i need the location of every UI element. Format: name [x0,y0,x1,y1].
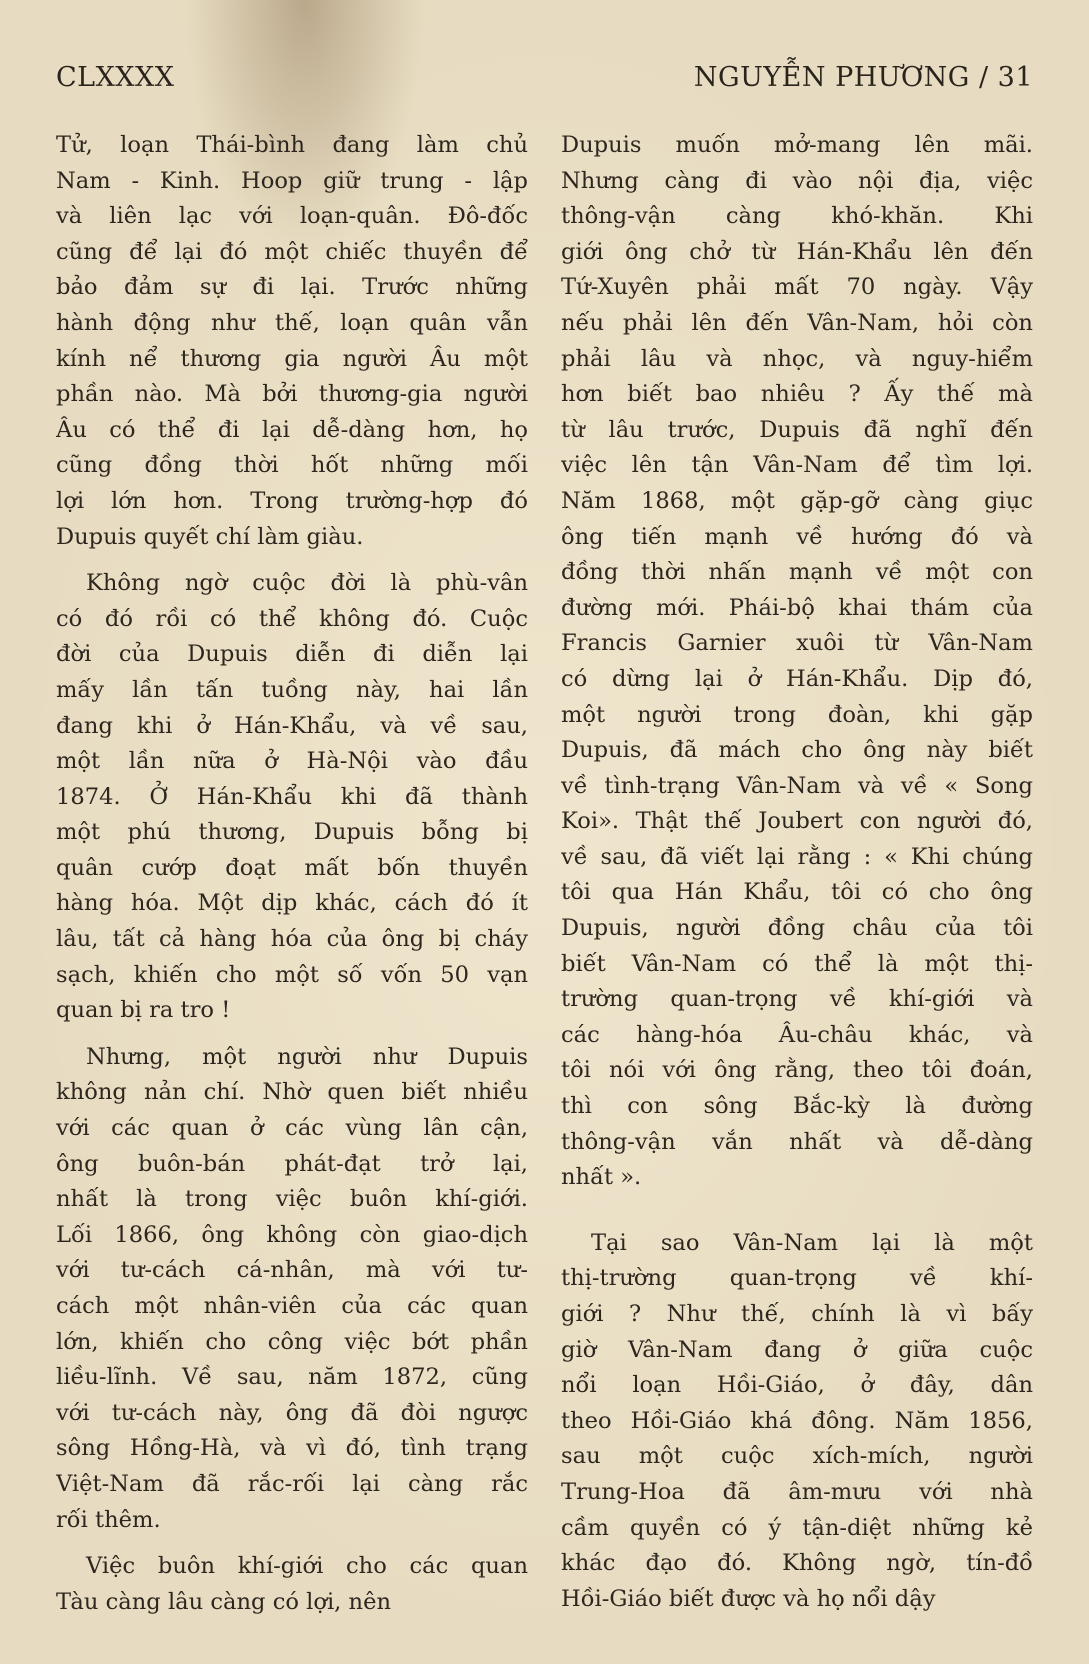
text-line: Dupuis, đã mách cho ông này biết [561,737,1033,764]
text-line: Koi». Thật thế Joubert con người đó, [561,808,1033,835]
text-line: bảo đảm sự đi lại. Trước những [56,274,528,301]
text-line: cũng để lại đó một chiếc thuyền để [56,238,528,265]
text-line: tôi qua Hán Khẩu, tôi có cho ông [561,879,1033,906]
text-line: quan bị ra tro ! [56,997,231,1024]
text-line: nếu phải lên đến Vân-Nam, hỏi còn [561,309,1033,336]
text-line: và liên lạc với loạn-quân. Đô-đốc [56,203,528,230]
text-line: hàng hóa. Một dịp khác, cách đó ít [56,890,528,917]
text-line: sau một cuộc xích-mích, người [561,1443,1033,1470]
text-line: một lần nữa ở Hà-Nội vào đầu [56,748,528,775]
text-line: Trung-Hoa đã âm-mưu với nhà [561,1478,1033,1505]
right-column [561,128,1033,1617]
text-line: giới ? Như thế, chính là vì bấy [561,1301,1033,1327]
text-line: Tàu càng lâu càng có lợi, nên [56,1588,392,1615]
paragraph [56,128,528,555]
paragraph-gap [56,1029,528,1040]
text-line: Việc buôn khí-giới cho các quan [86,1553,528,1580]
text-line: sông Hồng-Hà, và vì đó, tình trạng [56,1435,528,1462]
text-line: thị-trường quan-trọng về khí- [561,1265,1033,1292]
paragraph [561,128,1033,1196]
text-line: hơn biết bao nhiêu ? Ấy thế mà [561,381,1033,408]
author-page-number: NGUYỄN PHƯƠNG / 31 [693,62,1033,93]
text-line: quân cướp đoạt mất bốn thuyền [56,854,528,881]
page-header [56,62,1033,102]
text-line: Âu có thể đi lại dễ-dàng hơn, họ [56,416,528,443]
text-line: Francis Garnier xuôi từ Vân-Nam [561,630,1033,657]
text-line: một người trong đoàn, khi gặp [561,701,1033,728]
paragraph [561,1226,1033,1618]
text-line: Tứ-Xuyên phải mất 70 ngày. Vậy [561,274,1033,301]
text-line: không nản chí. Nhờ quen biết nhiều [56,1079,528,1106]
text-line: với tư-cách này, ông đã đòi ngược [56,1399,528,1426]
text-line: đồng thời nhấn mạnh về một con [561,559,1033,586]
text-line: kính nể thương gia người Âu một [56,345,528,372]
text-line: Việt-Nam đã rắc-rối lại càng rắc [56,1470,528,1497]
text-line: đời của Dupuis diễn đi diễn lại [56,641,528,668]
text-line: Không ngờ cuộc đời là phù-vân [86,570,528,597]
paragraph [56,1549,528,1620]
text-line: từ lâu trước, Dupuis đã nghĩ đến [561,416,1033,443]
text-line: với tư-cách cá-nhân, mà với tư- [56,1257,528,1284]
paragraph-gap [56,1538,528,1549]
text-line: liều-lĩnh. Về sau, năm 1872, cũng [56,1364,528,1391]
text-line: Dupuis muốn mở-mang lên mãi. [561,132,1033,158]
text-line: trường quan-trọng về khí-giới và [561,986,1033,1013]
text-line: với các quan ở các vùng lân cận, [56,1115,528,1142]
text-line: ông buôn-bán phát-đạt trở lại, [56,1150,528,1177]
text-line: giờ Vân-Nam đang ở giữa cuộc [561,1336,1033,1363]
text-line: về sau, đã viết lại rằng : « Khi chúng [561,843,1033,870]
text-line: Nhưng càng đi vào nội địa, việc [561,167,1033,194]
text-line: biết Vân-Nam có thể là một thị- [561,950,1033,977]
text-line: nhất ». [561,1164,642,1191]
paragraph-gap [56,555,528,566]
text-line: cũng đồng thời hốt những mối [56,452,528,479]
paragraph [56,566,528,1029]
text-line: đường mới. Phái-bộ khai thám của [561,594,1033,621]
text-line: Tử, loạn Thái-bình đang làm chủ [56,132,528,158]
text-line: mấy lần tấn tuồng này, hai lần [56,676,528,703]
text-line: 1874. Ở Hán-Khẩu khi đã thành [56,783,528,810]
text-line: rối thêm. [56,1506,161,1533]
text-line: khác đạo đó. Không ngờ, tín-đồ [561,1550,1033,1577]
text-line: thông-vận càng khó-khăn. Khi [561,203,1033,230]
text-line: theo Hồi-Giáo khá đông. Năm 1856, [561,1407,1033,1434]
paragraph-gap [561,1196,1033,1226]
text-line: Hồi-Giáo biết được và họ nổi dậy [561,1585,936,1612]
text-line: Dupuis, người đồng châu của tôi [561,915,1033,942]
text-line: lớn, khiến cho công việc bớt phần [56,1328,528,1355]
text-line: về tình-trạng Vân-Nam và về « Song [561,772,1033,799]
text-line: cầm quyền có ý tận-diệt những kẻ [561,1514,1033,1541]
text-line: lâu, tất cả hàng hóa của ông bị cháy [56,926,528,953]
text-line: phần nào. Mà bởi thương-gia người [56,381,528,408]
text-line: có dừng lại ở Hán-Khẩu. Dịp đó, [561,665,1033,692]
text-line: ông tiến mạnh về hướng đó và [561,523,1033,550]
text-line: hành động như thế, loạn quân vẫn [56,309,528,336]
text-line: sạch, khiến cho một số vốn 50 vạn [56,961,528,988]
text-line: nhất là trong việc buôn khí-giới. [56,1186,528,1213]
text-line: thì con sông Bắc-kỳ là đường [561,1093,1033,1120]
paragraph [56,1040,528,1538]
text-line: cách một nhân-viên của các quan [56,1293,528,1319]
text-line: Nhưng, một người như Dupuis [86,1043,528,1070]
chapter-numeral: CLXXXX [56,62,175,93]
text-line: Năm 1868, một gặp-gỡ càng giục [561,487,1033,514]
text-line: tôi nói với ông rằng, theo tôi đoán, [561,1057,1033,1084]
text-line: Tại sao Vân-Nam lại là một [591,1229,1033,1256]
text-line: thông-vận vắn nhất và dễ-dàng [561,1128,1033,1155]
text-line: một phú thương, Dupuis bỗng bị [56,819,528,846]
text-line: Lối 1866, ông không còn giao-dịch [56,1221,528,1248]
text-line: Nam - Kinh. Hoop giữ trung - lập [56,167,528,194]
text-line: giới ông chở từ Hán-Khẩu lên đến [561,238,1033,265]
text-line: có đó rồi có thể không đó. Cuộc [56,605,528,632]
text-line: nổi loạn Hồi-Giáo, ở đây, dân [561,1372,1033,1399]
text-line: các hàng-hóa Âu-châu khác, và [561,1021,1033,1048]
text-line: đang khi ở Hán-Khẩu, và về sau, [56,712,528,739]
text-line: phải lâu và nhọc, và nguy-hiểm [561,345,1033,372]
text-line: việc lên tận Vân-Nam để tìm lợi. [561,452,1033,479]
text-line: Dupuis quyết chí làm giàu. [56,523,364,550]
text-line: lợi lớn hơn. Trong trường-hợp đó [56,487,528,514]
left-column [56,128,528,1620]
